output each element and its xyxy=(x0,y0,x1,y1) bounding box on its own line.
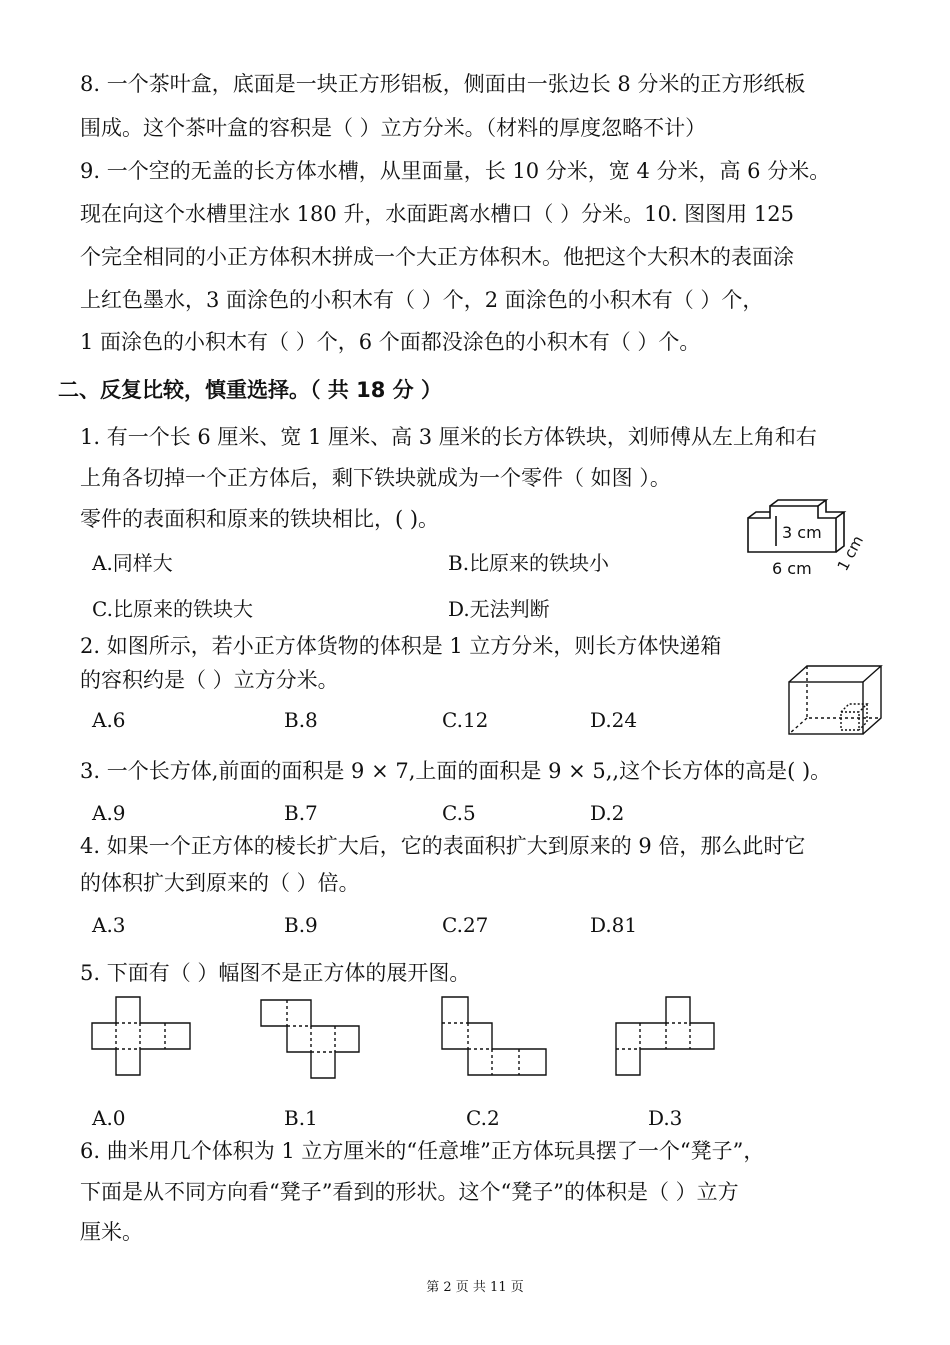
section2-title: 二、反复比较，慎重选择。（ 共 18 分 ） xyxy=(58,378,442,402)
part-left-step-depth xyxy=(748,512,770,518)
page-number-footer: 第 2 页 共 11 页 xyxy=(426,1280,524,1295)
width-label: 1 cm xyxy=(833,532,867,574)
s2-q4-line1: 4. 如果一个正方体的棱长扩大后，它的表面积扩大到原来的 9 倍，那么此时它 xyxy=(80,834,806,858)
s2-q6-line2: 下面是从不同方向看“凳子”看到的形状。这个“凳子”的体积是（ ）立方 xyxy=(80,1180,739,1204)
q10-line4: 上红色墨水，3 面涂色的小积木有（ ）个，2 面涂色的小积木有（ ）个， xyxy=(80,288,764,312)
s2-q6-line1: 6. 曲米用几个体积为 1 立方厘米的“任意堆”正方体玩具摆了一个“凳子”， xyxy=(80,1139,765,1163)
s2-q5-option-b[interactable]: B.1 xyxy=(284,1106,318,1130)
s2-q3-line1: 3. 一个长方体,前面的面积是 9 × 7,上面的面积是 9 × 5,,这个长方体的高是( )。 xyxy=(80,759,832,783)
part-right-step-depth xyxy=(826,500,844,518)
cube-net-b xyxy=(259,998,363,1082)
s2-q4-option-d[interactable]: D.81 xyxy=(590,913,638,937)
s2-q1-line2: 上角各切掉一个正方体后，剩下铁块就成为一个零件（ 如图 ）。 xyxy=(80,466,671,490)
s2-q5-line1: 5. 下面有（ ）幅图不是正方体的展开图。 xyxy=(80,961,471,985)
s2-q1-option-c[interactable]: C.比原来的铁块大 xyxy=(92,597,253,621)
s2-q1-option-a[interactable]: A.同样大 xyxy=(92,551,173,575)
s2-q1-line1: 1. 有一个长 6 厘米、宽 1 厘米、高 3 厘米的长方体铁块，刘师傅从左上角和右 xyxy=(80,425,817,449)
s2-q4-line2: 的体积扩大到原来的（ ）倍。 xyxy=(80,871,360,895)
s2-q4-option-a[interactable]: A.3 xyxy=(92,913,126,937)
height-label: 3 cm xyxy=(782,523,822,542)
s2-q5-option-a[interactable]: A.0 xyxy=(92,1106,126,1130)
s2-q4-option-c[interactable]: C.27 xyxy=(442,913,489,937)
part-top-depth xyxy=(770,500,826,506)
box-hidden-edges xyxy=(789,666,881,734)
length-label: 6 cm xyxy=(772,559,812,578)
q1-part-figure xyxy=(740,498,880,588)
s2-q5-option-d[interactable]: D.3 xyxy=(648,1106,683,1130)
s2-q3-option-c[interactable]: C.5 xyxy=(442,801,476,825)
q8-line2: 围成。这个茶叶盒的容积是（ ）立方分米。（材料的厚度忽略不计） xyxy=(80,116,707,140)
s2-q3-option-a[interactable]: A.9 xyxy=(92,801,126,825)
s2-q2-option-b[interactable]: B.8 xyxy=(284,708,318,732)
cube-net-a xyxy=(90,995,194,1079)
box-top-face xyxy=(789,666,881,682)
s2-q1-option-d[interactable]: D.无法判断 xyxy=(448,597,550,621)
s2-q2-option-a[interactable]: A.6 xyxy=(92,708,126,732)
s2-q5-option-c[interactable]: C.2 xyxy=(466,1106,500,1130)
q8-line1: 8. 一个茶叶盒，底面是一块正方形铝板，侧面由一张边长 8 分米的正方形纸板 xyxy=(80,72,806,96)
s2-q2-line2: 的容积约是（ ）立方分米。 xyxy=(80,668,339,692)
cube-net-c xyxy=(440,995,550,1079)
s2-q4-option-b[interactable]: B.9 xyxy=(284,913,318,937)
cube-net-d xyxy=(614,995,718,1079)
s2-q3-option-d[interactable]: D.2 xyxy=(590,801,625,825)
q10-line5: 1 面涂色的小积木有（ ）个，6 个面都没涂色的小积木有（ ）个。 xyxy=(80,330,701,354)
s2-q6-line3: 厘米。 xyxy=(80,1220,143,1244)
q2-box-figure xyxy=(785,662,885,742)
s2-q2-line1: 2. 如图所示，若小正方体货物的体积是 1 立方分米，则长方体快递箱 xyxy=(80,634,722,658)
q9-line1: 9. 一个空的无盖的长方体水槽，从里面量，长 10 分米，宽 4 分米，高 6 分米。 xyxy=(80,159,831,183)
s2-q1-option-b[interactable]: B.比原来的铁块小 xyxy=(448,551,610,575)
s2-q2-option-c[interactable]: C.12 xyxy=(442,708,489,732)
box-front-face xyxy=(789,682,863,734)
q9-line2: 现在向这个水槽里注水 180 升，水面距离水槽口（ ）分米。10. 图图用 125 xyxy=(80,202,794,226)
s2-q2-option-d[interactable]: D.24 xyxy=(590,708,638,732)
s2-q1-line3: 零件的表面积和原来的铁块相比，( )。 xyxy=(80,507,440,531)
q10-line3: 个完全相同的小正方体积木拼成一个大正方体积木。他把这个大积木的表面涂 xyxy=(80,245,794,269)
s2-q3-option-b[interactable]: B.7 xyxy=(284,801,318,825)
